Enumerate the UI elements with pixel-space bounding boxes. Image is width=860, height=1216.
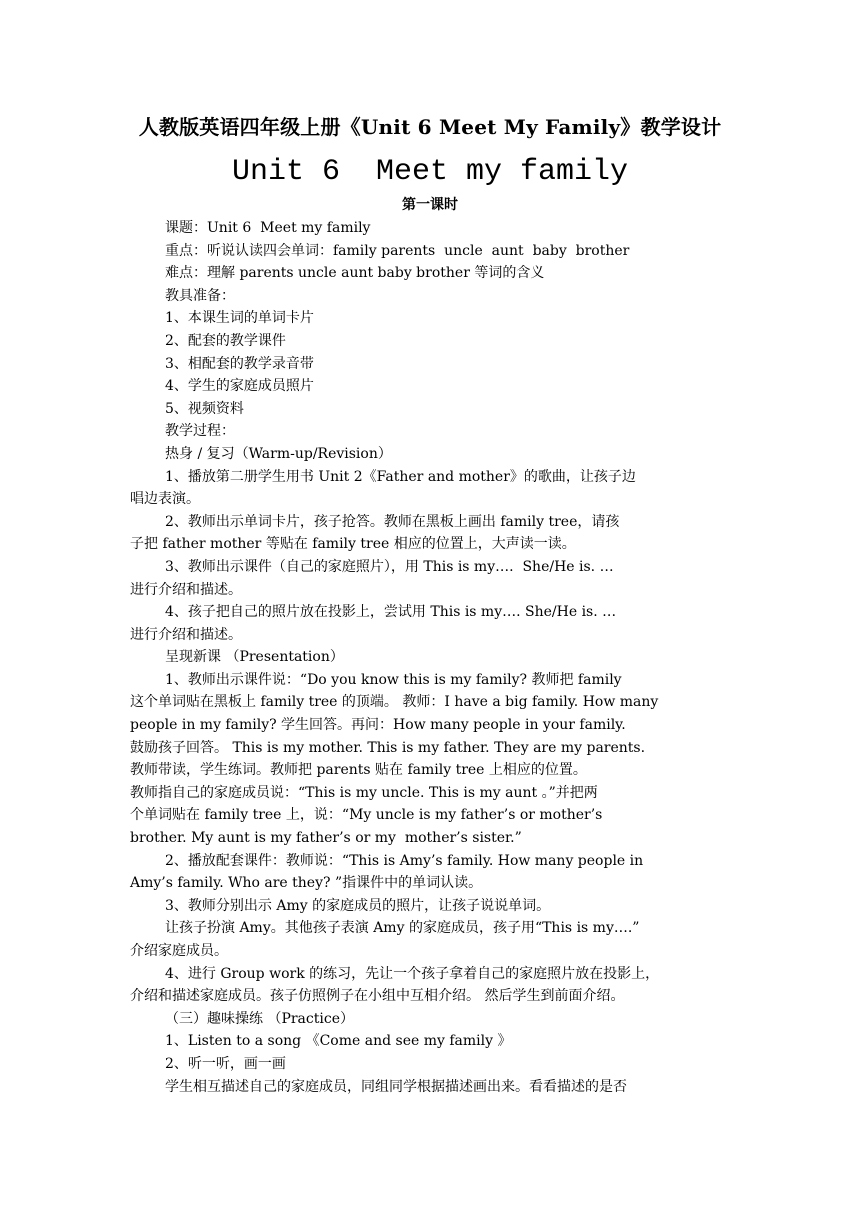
text-line: 进行介绍和描述。 xyxy=(130,581,242,598)
text-line: 1、播放第二册学生用书 Unit 2《Father and mother》的歌曲，让孩子边 xyxy=(165,468,636,485)
text-line: 进行介绍和描述。 xyxy=(130,626,242,643)
text-line: 教学过程： xyxy=(165,423,235,440)
text-line: 介绍和描述家庭成员。孩子仿照例子在小组中互相介绍。 然后学生到前面介绍。 xyxy=(130,988,625,1005)
text-line: Amy’s family. Who are they? ”指课件中的单词认读。 xyxy=(130,875,483,892)
text-line: 个单词贴在 family tree 上，说：“My uncle is my father’s or mother’s xyxy=(130,807,603,824)
text-line: 3、相配套的教学录音带 xyxy=(165,355,314,372)
text-line: 4、学生的家庭成员照片 xyxy=(165,378,314,395)
document-page xyxy=(130,112,730,1098)
text-line: 2、教师出示单词卡片，孩子抢答。教师在黑板上画出 family tree，请孩 xyxy=(165,513,620,530)
text-line: 难点：理解 parents uncle aunt baby brother 等词的含义 xyxy=(165,265,545,282)
text-line: 5、视频资料 xyxy=(165,400,244,417)
text-line: 4、进行 Group work 的练习，先让一个孩子拿着自己的家庭照片放在投影上， xyxy=(165,965,660,982)
text-line: 唱边表演。 xyxy=(130,491,200,508)
text-line: 呈现新课 （Presentation） xyxy=(165,649,344,666)
text-line: 2、配套的教学课件 xyxy=(165,332,286,349)
text-line: 1、本课生词的单词卡片 xyxy=(165,310,314,327)
text-line: 学生相互描述自己的家庭成员，同组同学根据描述画出来。看看描述的是否 xyxy=(165,1078,627,1095)
text-line: 1、教师出示课件说：“Do you know this is my family? 教师把 family xyxy=(165,671,622,688)
document-body xyxy=(130,217,730,1098)
text-line: 课题：Unit 6 Meet my family xyxy=(165,220,371,236)
text-line: （三）趣味操练 （Practice） xyxy=(165,1010,354,1027)
text-line: brother. My aunt is my father’s or my mother’s sister.” xyxy=(130,830,522,847)
text-line: 3、教师出示课件（自己的家庭照片），用 This is my…. She/He is. … xyxy=(165,558,614,575)
text-line: 介绍家庭成员。 xyxy=(130,943,228,959)
text-line: 这个单词贴在黑板上 family tree 的顶端。 教师：I have a big family. How many xyxy=(130,694,659,711)
document-title: 人教版英语四年级上册《Unit 6 Meet My Family》教学设计 xyxy=(138,115,722,139)
text-line: 子把 father mother 等贴在 family tree 相应的位置上，大声读一读。 xyxy=(130,536,576,553)
text-line: 4、孩子把自己的照片放在投影上，尝试用 This is my…. She/He is. … xyxy=(165,604,617,621)
text-line: 让孩子扮演 Amy。其他孩子表演 Amy 的家庭成员，孩子用“This is my….” xyxy=(165,920,640,937)
text-line: 热身 / 复习（Warm-up/Revision） xyxy=(165,445,392,462)
text-line: 鼓励孩子回答。 This is my mother. This is my father. They are my parents. xyxy=(130,739,646,756)
unit-heading: Unit 6 Meet my family xyxy=(231,155,629,189)
text-line: 教师指自己的家庭成员说：“This is my uncle. This is my aunt 。”并把两 xyxy=(130,784,598,801)
text-line: 教具准备： xyxy=(165,287,235,304)
text-line: 教师带读，学生练词。教师把 parents 贴在 family tree 上相应的位置。 xyxy=(130,762,587,779)
text-line: 2、听一听，画一画 xyxy=(165,1055,286,1072)
text-line: 2、播放配套课件：教师说：“This is Amy’s family. How many people in xyxy=(165,852,644,869)
text-line: people in my family? 学生回答。再问：How many people in your family. xyxy=(130,717,626,734)
text-line: 重点：听说认读四会单词：family parents uncle aunt baby brother xyxy=(165,242,630,259)
text-line: 3、教师分别出示 Amy 的家庭成员的照片，让孩子说说单词。 xyxy=(165,897,551,914)
text-line: 1、Listen to a song 《Come and see my family 》 xyxy=(165,1033,512,1050)
lesson-label: 第一课时 xyxy=(402,197,458,213)
